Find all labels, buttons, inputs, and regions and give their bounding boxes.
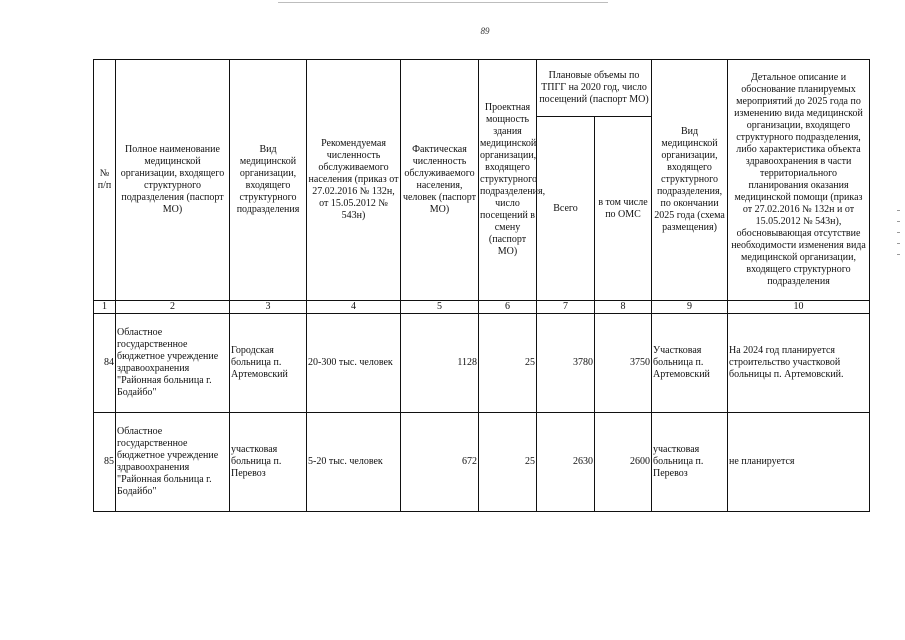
top-rule	[278, 2, 608, 3]
header-col-10: Детальное описание и обоснование планируемых мероприятий до 2025 года по изменению вида медицинской организации, входящего структурного подразделения, либо характеристика объекта здравоохранения в части территориального планирования оказания медицинской помощи (приказ от 27.02.2016 № 132н и от 15.05.2012 № 543н), обосновывающая отсутствие необходимости изменения вида медицинской организации, входящего структурного подразделения	[728, 60, 870, 301]
actual-population: 672	[401, 413, 479, 512]
organization-name: Областное государственное бюджетное учреждение здравоохранения "Районная больница г. Бодайбо"	[116, 314, 230, 413]
planned-oms: 3750	[595, 314, 652, 413]
column-number: 8	[595, 301, 652, 314]
header-col-2: Полное наименование медицинской организации, входящего структурного подразделения (паспорт МО)	[116, 60, 230, 301]
header-planned-volumes: Плановые объемы по ТПГГ на 2020 год, число посещений (паспорт МО)	[537, 60, 652, 117]
header-col-4: Рекомендуемая численность обслуживаемого населения (приказ от 27.02.2016 № 132н, от 15.05.2012 № 543н)	[307, 60, 401, 301]
header-col-3: Вид медицинской организации, входящего структурного подразделения	[230, 60, 307, 301]
header-col-7: Всего	[537, 117, 595, 301]
header-col-6: Проектная мощность здания медицинской организации, входящего структурного подразделения, число посещений в смену (паспорт МО)	[479, 60, 537, 301]
column-number: 9	[652, 301, 728, 314]
planned-measures-description: не планируется	[728, 413, 870, 512]
column-number: 2	[116, 301, 230, 314]
recommended-population: 20-300 тыс. человек	[307, 314, 401, 413]
page-number: 89	[480, 26, 490, 36]
header-col-9: Вид медицинской организации, входящего структурного подразделения, по окончании 2025 года (схема размещения)	[652, 60, 728, 301]
column-number-row	[94, 301, 870, 314]
design-capacity: 25	[479, 413, 537, 512]
planned-total: 3780	[537, 314, 595, 413]
organization-type-2025: Участковая больница п. Артемовский	[652, 314, 728, 413]
header-col-8: в том числе по ОМС	[595, 117, 652, 301]
table-row	[94, 314, 870, 413]
actual-population: 1128	[401, 314, 479, 413]
medical-organizations-table	[93, 59, 870, 512]
planned-oms: 2600	[595, 413, 652, 512]
column-number: 5	[401, 301, 479, 314]
column-number: 7	[537, 301, 595, 314]
header-col-5: Фактическая численность обслуживаемого населения, человек (паспорт МО)	[401, 60, 479, 301]
column-number: 6	[479, 301, 537, 314]
organization-type: Городская больница п. Артемовский	[230, 314, 307, 413]
organization-name: Областное государственное бюджетное учреждение здравоохранения "Районная больница г. Бодайбо"	[116, 413, 230, 512]
design-capacity: 25	[479, 314, 537, 413]
header-row	[94, 60, 870, 117]
planned-total: 2630	[537, 413, 595, 512]
row-number: 84	[94, 314, 116, 413]
column-number: 3	[230, 301, 307, 314]
scan-artifacts	[895, 200, 901, 340]
planned-measures-description: На 2024 год планируется строительство участковой больницы п. Артемовский.	[728, 314, 870, 413]
organization-type-2025: участковая больница п. Перевоз	[652, 413, 728, 512]
column-number: 10	[728, 301, 870, 314]
recommended-population: 5-20 тыс. человек	[307, 413, 401, 512]
header-col-1: № п/п	[94, 60, 116, 301]
column-number: 1	[94, 301, 116, 314]
column-number: 4	[307, 301, 401, 314]
organization-type: участковая больница п. Перевоз	[230, 413, 307, 512]
table-row	[94, 413, 870, 512]
row-number: 85	[94, 413, 116, 512]
